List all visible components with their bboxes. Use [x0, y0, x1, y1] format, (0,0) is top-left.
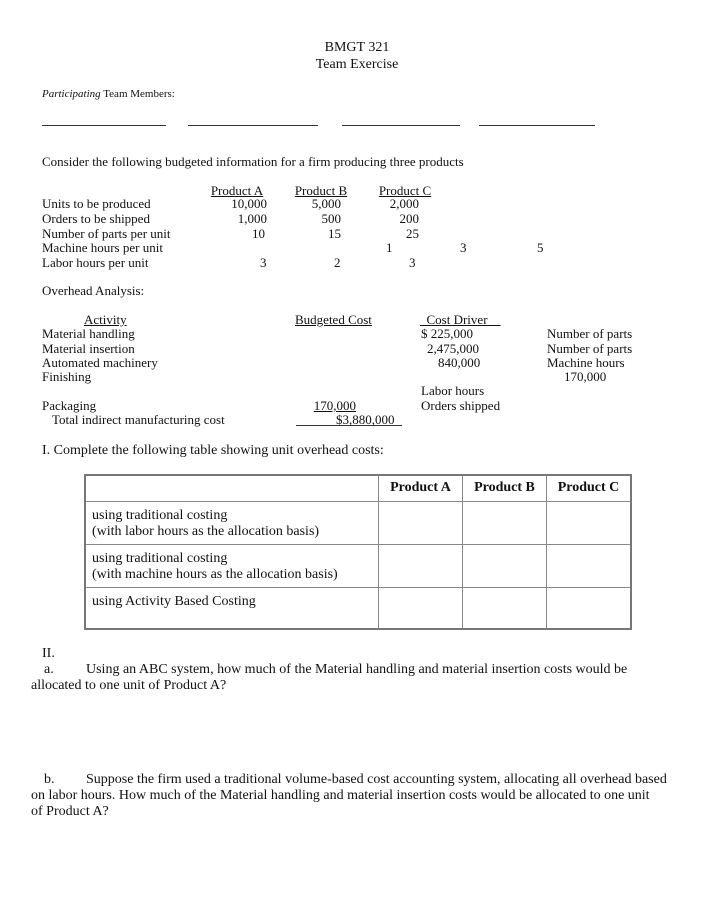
- member-blank-2[interactable]: [188, 125, 318, 126]
- cell-machine-c[interactable]: [547, 544, 632, 587]
- table-row: [85, 587, 631, 629]
- parts-c: 25: [406, 226, 419, 241]
- col-header-budgeted-cost: Budgeted Cost: [295, 312, 372, 327]
- question-b-line2: on labor hours. How much of the Material handling and material insertion costs would be allocated to one unit: [31, 788, 650, 803]
- activity-material-handling: Material handling: [42, 326, 135, 341]
- row-label-machine-basis: using traditional costing (with machine hours as the allocation basis): [85, 544, 379, 587]
- col-header-product-a: Product A: [210, 183, 264, 198]
- table-header-product-a: Product A: [379, 475, 463, 501]
- labor-c: 3: [409, 255, 416, 270]
- labor-a: 3: [260, 255, 267, 270]
- machine-hours-1: 1: [386, 240, 393, 255]
- parts-b: 15: [328, 226, 341, 241]
- team-members-word: Team Members:: [100, 88, 175, 100]
- row-label-labor-hours: Labor hours per unit: [42, 255, 149, 270]
- question-a-line2: allocated to one unit of Product A?: [31, 678, 227, 693]
- question-a-line1: Using an ABC system, how much of the Material handling and material insertion costs would be: [86, 662, 628, 677]
- question-b-letter: b.: [44, 772, 55, 787]
- section-ii-label: II.: [42, 646, 55, 661]
- participating-word: Participating: [42, 88, 101, 100]
- col-header-cost-driver: Cost Driver: [426, 312, 488, 327]
- cost-packaging: 170,000: [313, 398, 356, 413]
- table-row: [85, 501, 631, 544]
- driver-automated-machinery: Machine hours: [547, 355, 625, 370]
- intro-text: Consider the following budgeted information for a firm producing three products: [42, 154, 464, 169]
- machine-hours-2: 3: [460, 240, 467, 255]
- driver-finishing: Labor hours: [421, 383, 485, 398]
- activity-packaging: Packaging: [42, 398, 97, 413]
- total-cost: $3,880,000: [336, 412, 395, 427]
- total-label: Total indirect manufacturing cost: [52, 412, 225, 427]
- cell-abc-b[interactable]: [463, 587, 547, 629]
- units-c: 2,000: [389, 196, 419, 211]
- member-blank-4[interactable]: [479, 125, 595, 126]
- cell-machine-b[interactable]: [463, 544, 547, 587]
- question-b-line1: Suppose the firm used a traditional volume-based cost accounting system, allocating all overhead based: [86, 772, 667, 787]
- section-i-instruction: I. Complete the following table showing unit overhead costs:: [42, 443, 384, 458]
- amount-automated-machinery: 840,000: [438, 355, 481, 370]
- col-header-activity: Activity: [84, 312, 127, 327]
- question-b-line3: of Product A?: [31, 804, 109, 819]
- amount-finishing: 170,000: [564, 369, 607, 384]
- row-label-machine-hours: Machine hours per unit: [42, 240, 163, 255]
- table-corner-cell: [85, 475, 379, 501]
- table-header-product-c: Product C: [547, 475, 632, 501]
- units-b: 5,000: [311, 196, 341, 211]
- units-a: 10,000: [231, 196, 267, 211]
- member-blank-3[interactable]: [342, 125, 460, 126]
- row-label-units: Units to be produced: [42, 196, 151, 211]
- labor-b: 2: [334, 255, 341, 270]
- question-a-letter: a.: [44, 662, 54, 677]
- member-blank-1[interactable]: [42, 125, 166, 126]
- amount-material-handling: $ 225,000: [421, 326, 473, 341]
- unit-overhead-table: [84, 474, 632, 630]
- orders-c: 200: [399, 211, 419, 226]
- col-header-product-b: Product B: [294, 183, 348, 198]
- cell-machine-a[interactable]: [379, 544, 463, 587]
- parts-a: 10: [252, 226, 265, 241]
- activity-automated-machinery: Automated machinery: [42, 355, 158, 370]
- machine-hours-3: 5: [537, 240, 544, 255]
- amount-material-insertion: 2,475,000: [427, 341, 479, 356]
- activity-finishing: Finishing: [42, 369, 92, 384]
- page-subtitle: Team Exercise: [315, 57, 399, 72]
- cell-labor-b[interactable]: [463, 501, 547, 544]
- activity-material-insertion: Material insertion: [42, 341, 135, 356]
- team-members-label: [42, 88, 175, 100]
- cell-abc-c[interactable]: [547, 587, 632, 629]
- total-rule: [296, 425, 402, 426]
- cell-labor-c[interactable]: [547, 501, 632, 544]
- row-label-orders: Orders to be shipped: [42, 211, 150, 226]
- row-label-parts: Number of parts per unit: [42, 226, 171, 241]
- col-header-product-c: Product C: [378, 183, 432, 198]
- course-title: BMGT 321: [324, 40, 390, 55]
- table-header-product-b: Product B: [463, 475, 547, 501]
- overhead-title: Overhead Analysis:: [42, 283, 145, 298]
- cell-labor-a[interactable]: [379, 501, 463, 544]
- row-label-abc: using Activity Based Costing: [85, 587, 379, 629]
- orders-a: 1,000: [237, 211, 267, 226]
- row-label-labor-basis: using traditional costing (with labor hours as the allocation basis): [85, 501, 379, 544]
- driver-material-insertion: Number of parts: [547, 341, 633, 356]
- cell-abc-a[interactable]: [379, 587, 463, 629]
- orders-b: 500: [321, 211, 341, 226]
- driver-packaging: Orders shipped: [421, 398, 501, 413]
- table-row: [85, 544, 631, 587]
- driver-material-handling: Number of parts: [547, 326, 633, 341]
